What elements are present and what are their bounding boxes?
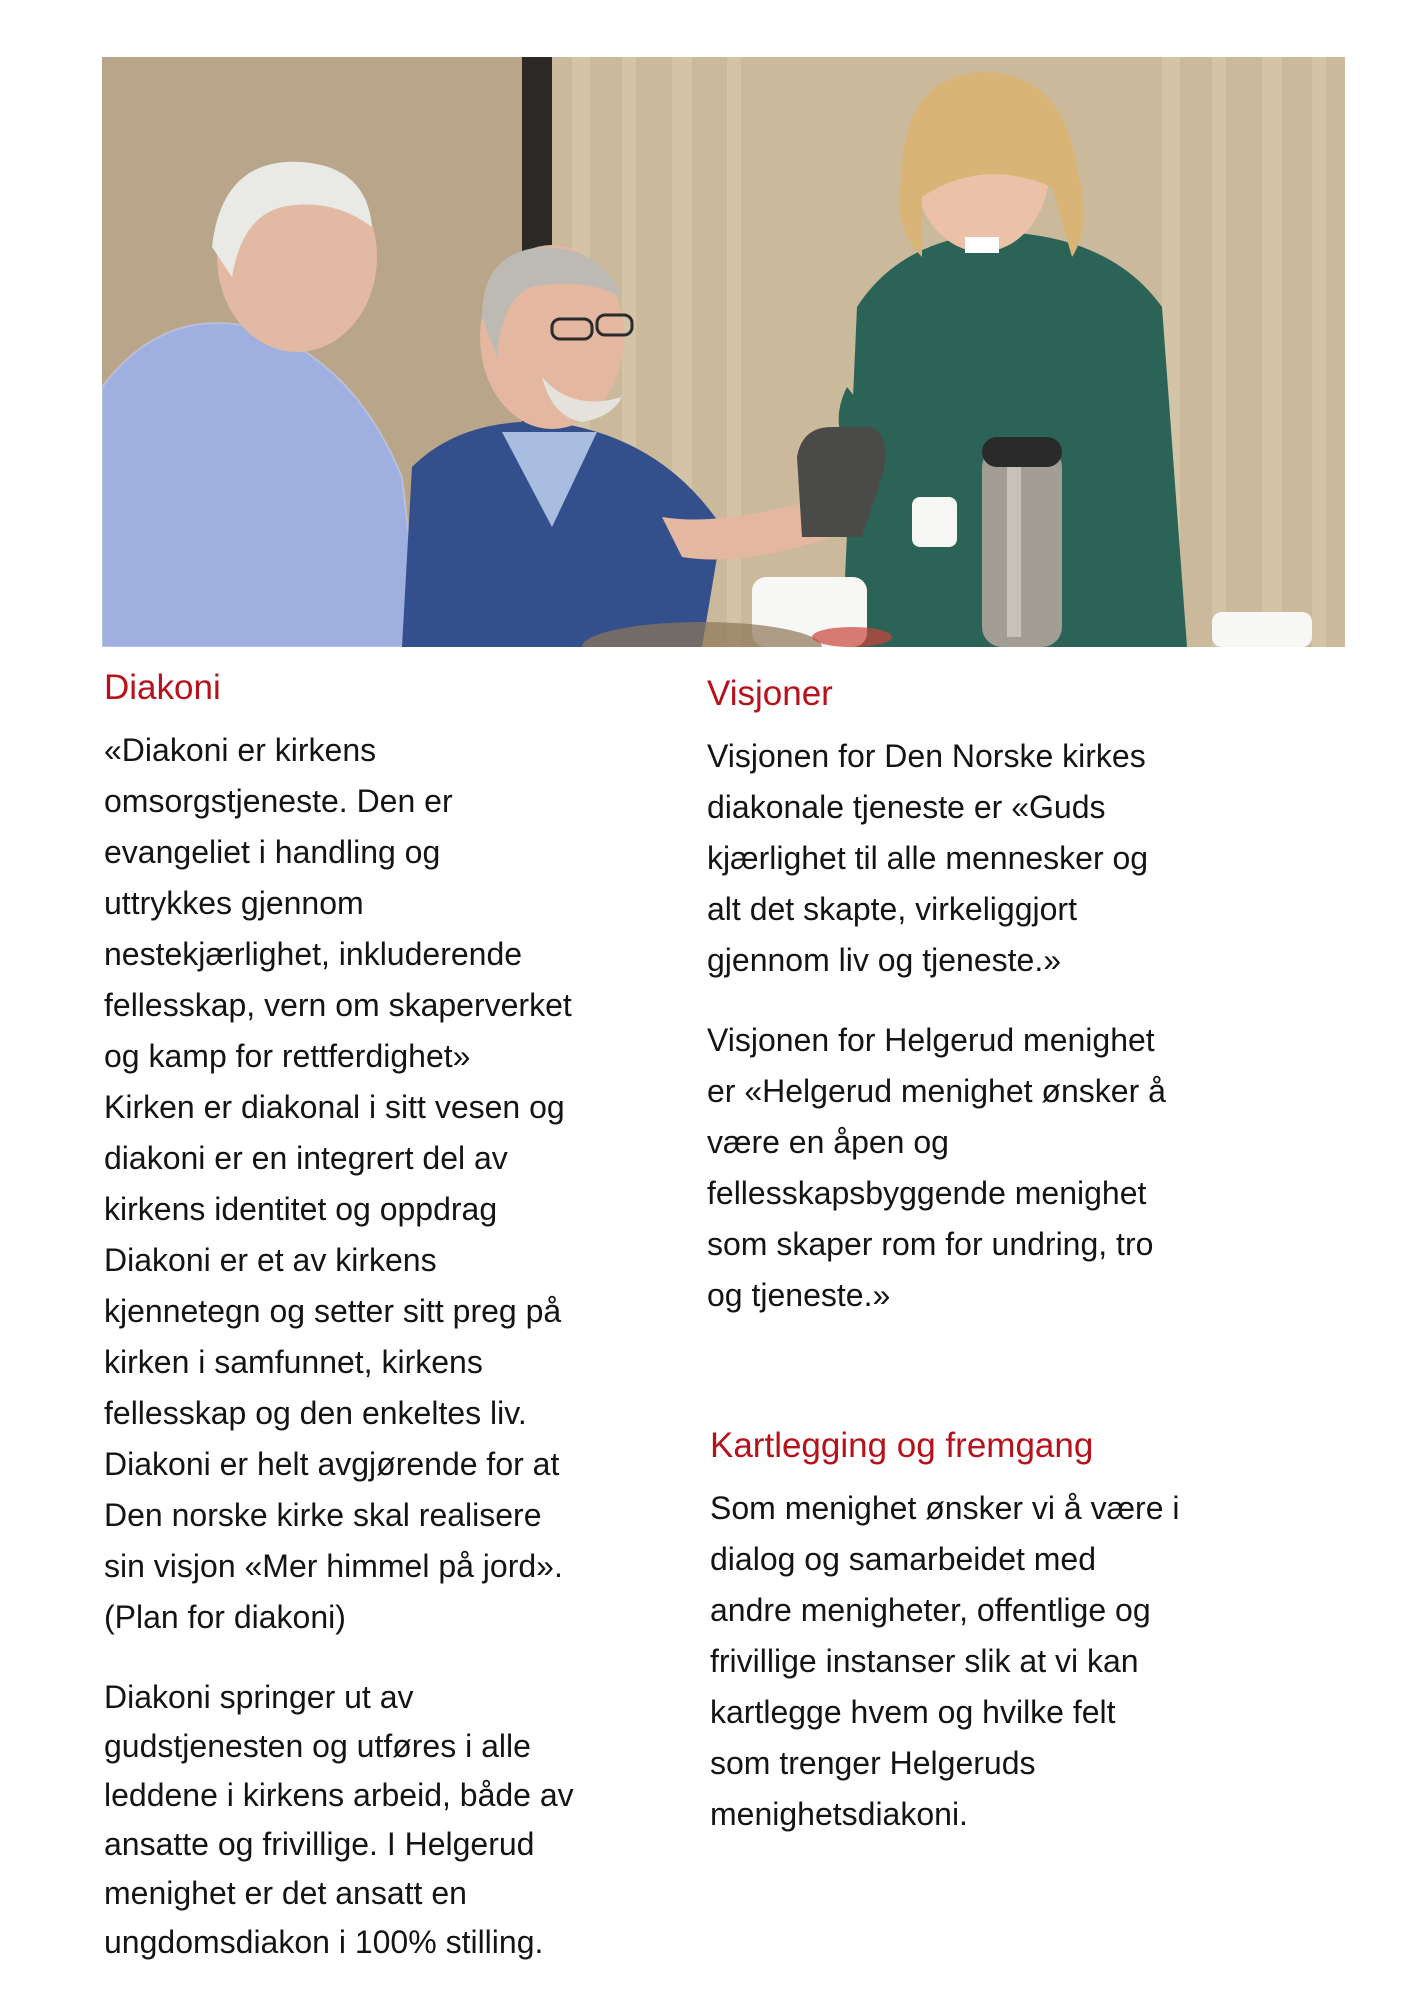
diakoni-p1-line: kjennetegn og setter sitt preg på [104, 1293, 562, 1329]
diakoni-p1-line: fellesskap og den enkeltes liv. [104, 1395, 527, 1431]
kartlegging-p1-line: frivillige instanser slik at vi kan [710, 1643, 1139, 1679]
visjoner-p1-line: diakonale tjeneste er «Guds [707, 789, 1106, 825]
diakoni-p1-line: Kirken er diakonal i sitt vesen og [104, 1089, 565, 1125]
visjoner-p2-line: være en åpen og [707, 1124, 949, 1160]
kartlegging-p1-line: menighetsdiakoni. [710, 1796, 968, 1832]
diakoni-p1-line: uttrykkes gjennom [104, 885, 364, 921]
kartlegging-p1-line: Som menighet ønsker vi å være i [710, 1490, 1180, 1526]
visjoner-p1-line: alt det skapte, virkeliggjort [707, 891, 1077, 927]
visjoner-heading: Visjoner [707, 674, 833, 713]
visjoner-p1-line: kjærlighet til alle mennesker og [707, 840, 1149, 876]
diakoni-p1-line: omsorgstjeneste. Den er [104, 783, 453, 819]
visjoner-p2-line: er «Helgerud menighet ønsker å [707, 1073, 1166, 1109]
visjoner-p2-line: fellesskapsbyggende menighet [707, 1175, 1147, 1211]
visjoner-p2-line: Visjonen for Helgerud menighet [707, 1022, 1155, 1058]
diakoni-p2-line: gudstjenesten og utføres i alle [104, 1728, 531, 1764]
diakoni-p1-line: Den norske kirke skal realisere [104, 1497, 542, 1533]
diakoni-p1-line: kirken i samfunnet, kirkens [104, 1344, 483, 1380]
diakoni-p1-line: (Plan for diakoni) [104, 1599, 346, 1635]
kartlegging-p1-line: andre menigheter, offentlige og [710, 1592, 1151, 1628]
diakoni-heading: Diakoni [104, 668, 221, 707]
diakoni-p2-line: Diakoni springer ut av [104, 1679, 414, 1715]
diakoni-p1-line: evangeliet i handling og [104, 834, 441, 870]
diakoni-p2-line: ansatte og frivillige. I Helgerud [104, 1826, 535, 1862]
visjoner-p2-line: og tjeneste.» [707, 1277, 891, 1313]
diakoni-p1-line: Diakoni er et av kirkens [104, 1242, 437, 1278]
diakoni-p2-line: ungdomsdiakon i 100% stilling. [104, 1924, 544, 1960]
header-photo [102, 57, 1345, 647]
visjoner-p1-line: gjennom liv og tjeneste.» [707, 942, 1061, 978]
diakoni-p1-line: sin visjon «Mer himmel på jord». [104, 1548, 563, 1584]
visjoner-p2-line: som skaper rom for undring, tro [707, 1226, 1154, 1262]
diakoni-p1-line: nestekjærlighet, inkluderende [104, 936, 523, 972]
kartlegging-heading: Kartlegging og fremgang [710, 1426, 1094, 1465]
diakoni-p1-line: kirkens identitet og oppdrag [104, 1191, 498, 1227]
diakoni-p1-line: Diakoni er helt avgjørende for at [104, 1446, 560, 1482]
diakoni-p1-line: «Diakoni er kirkens [104, 732, 377, 768]
diakoni-p1-line: og kamp for rettferdighet» [104, 1038, 471, 1074]
visjoner-p1-line: Visjonen for Den Norske kirkes [707, 738, 1146, 774]
kartlegging-p1-line: dialog og samarbeidet med [710, 1541, 1097, 1577]
diakoni-p2-line: menighet er det ansatt en [104, 1875, 467, 1911]
diakoni-p2-line: leddene i kirkens arbeid, både av [104, 1777, 574, 1813]
kartlegging-p1-line: kartlegge hvem og hvilke felt [710, 1694, 1116, 1730]
diakoni-p1-line: fellesskap, vern om skaperverket [104, 987, 572, 1023]
photo-illustration [102, 57, 1345, 647]
kartlegging-p1-line: som trenger Helgeruds [710, 1745, 1036, 1781]
diakoni-p1-line: diakoni er en integrert del av [104, 1140, 508, 1176]
